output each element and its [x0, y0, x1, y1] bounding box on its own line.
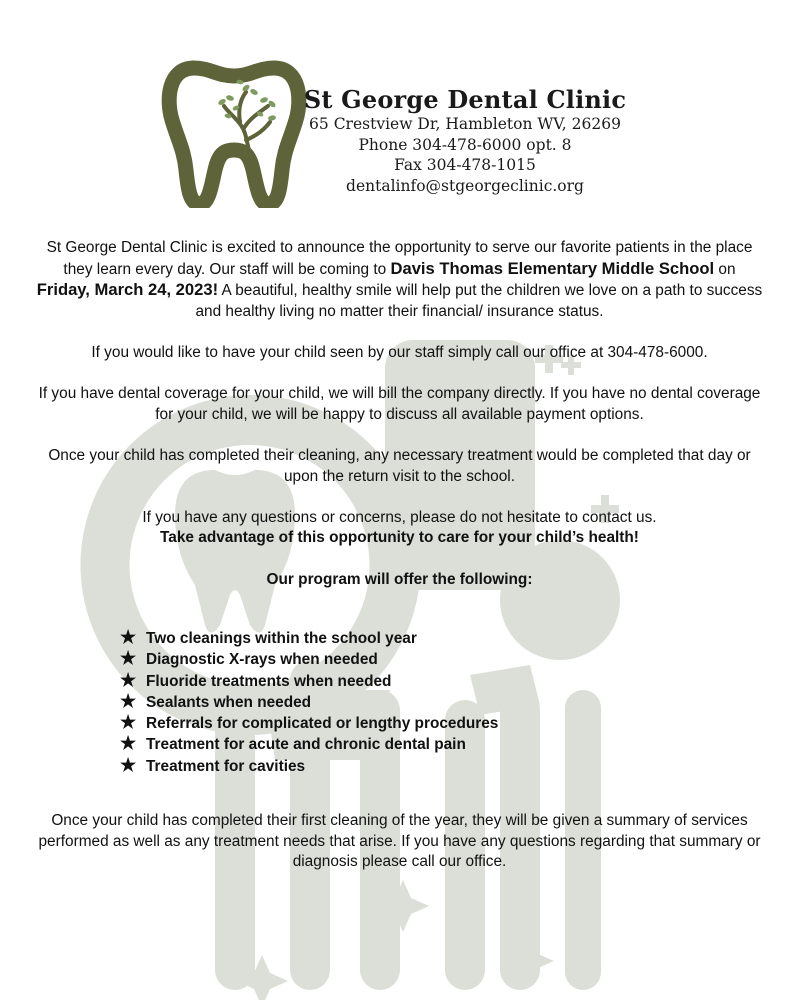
intro-paragraph	[36, 238, 763, 322]
letterhead	[160, 58, 630, 208]
services-list	[120, 628, 640, 777]
star-icon: ★	[120, 627, 137, 647]
star-icon: ★	[120, 712, 137, 733]
clinic-email: dentalinfo@stgeorgeclinic.org	[346, 176, 584, 195]
list-item	[120, 692, 640, 713]
announcement-body	[36, 238, 763, 611]
questions-paragraph	[36, 508, 763, 549]
star-icon: ★	[120, 648, 137, 669]
intro-text-2: on	[714, 260, 736, 278]
star-icon: ★	[120, 690, 137, 711]
list-item	[120, 756, 640, 777]
closing-paragraph: Once your child has completed their first cleaning of the year, they will be given a summary of services performed as well as any treatment needs that arise. If you have any questions regarding that summary or diagnosis please call our office.	[38, 812, 761, 871]
intro-text-1: St George Dental Clinic is excited to announce the opportunity to serve our favorite patients in the place they learn every day. Our staff will be coming to	[46, 239, 753, 278]
clinic-contact-block	[300, 86, 630, 196]
clinic-phone: Phone 304-478-6000 opt. 8	[358, 135, 572, 154]
questions-line: If you have any questions or concerns, please do not hesitate to contact us.	[142, 508, 657, 526]
service-label: Diagnostic X-rays when needed	[146, 651, 378, 669]
clinic-name: St George Dental Clinic	[303, 85, 627, 114]
treatment-paragraph: Once your child has completed their cleaning, any necessary treatment would be completed that day or upon the return visit to the school.	[48, 446, 751, 485]
service-label: Referrals for complicated or lengthy procedures	[146, 715, 499, 733]
clinic-fax: Fax 304-478-1015	[394, 156, 536, 174]
school-name: Davis Thomas Elementary Middle School	[390, 258, 715, 278]
list-item	[120, 628, 640, 649]
service-label: Treatment for cavities	[146, 757, 306, 775]
visit-date: Friday, March 24, 2023!	[36, 280, 219, 300]
clinic-address: 65 Crestview Dr, Hambleton WV, 26269	[309, 115, 621, 133]
service-label: Treatment for acute and chronic dental pain	[146, 736, 466, 754]
star-icon: ★	[120, 733, 137, 754]
star-icon: ★	[120, 754, 137, 775]
list-item	[120, 734, 640, 755]
service-label: Two cleanings within the school year	[146, 630, 417, 647]
service-label: Fluoride treatments when needed	[146, 672, 392, 690]
program-heading: Our program will offer the following:	[266, 570, 533, 588]
tooth-tree-logo-icon	[160, 58, 310, 208]
service-label: Sealants when needed	[146, 693, 312, 711]
list-item	[120, 713, 640, 734]
list-item	[120, 671, 640, 692]
call-to-action: Take advantage of this opportunity to care for your child’s health!	[160, 529, 639, 547]
coverage-paragraph: If you have dental coverage for your child, we will bill the company directly. If you have no dental coverage for your child, we will be happy to discuss all available payment options.	[38, 385, 761, 423]
list-item	[120, 649, 640, 670]
star-icon: ★	[120, 669, 137, 690]
call-paragraph: If you would like to have your child seen by our staff simply call our office at 304-478-6000.	[91, 343, 708, 361]
intro-text-3: A beautiful, healthy smile will help put the children we love on a path to success and healthy living no matter their financial/ insurance status.	[195, 282, 763, 320]
